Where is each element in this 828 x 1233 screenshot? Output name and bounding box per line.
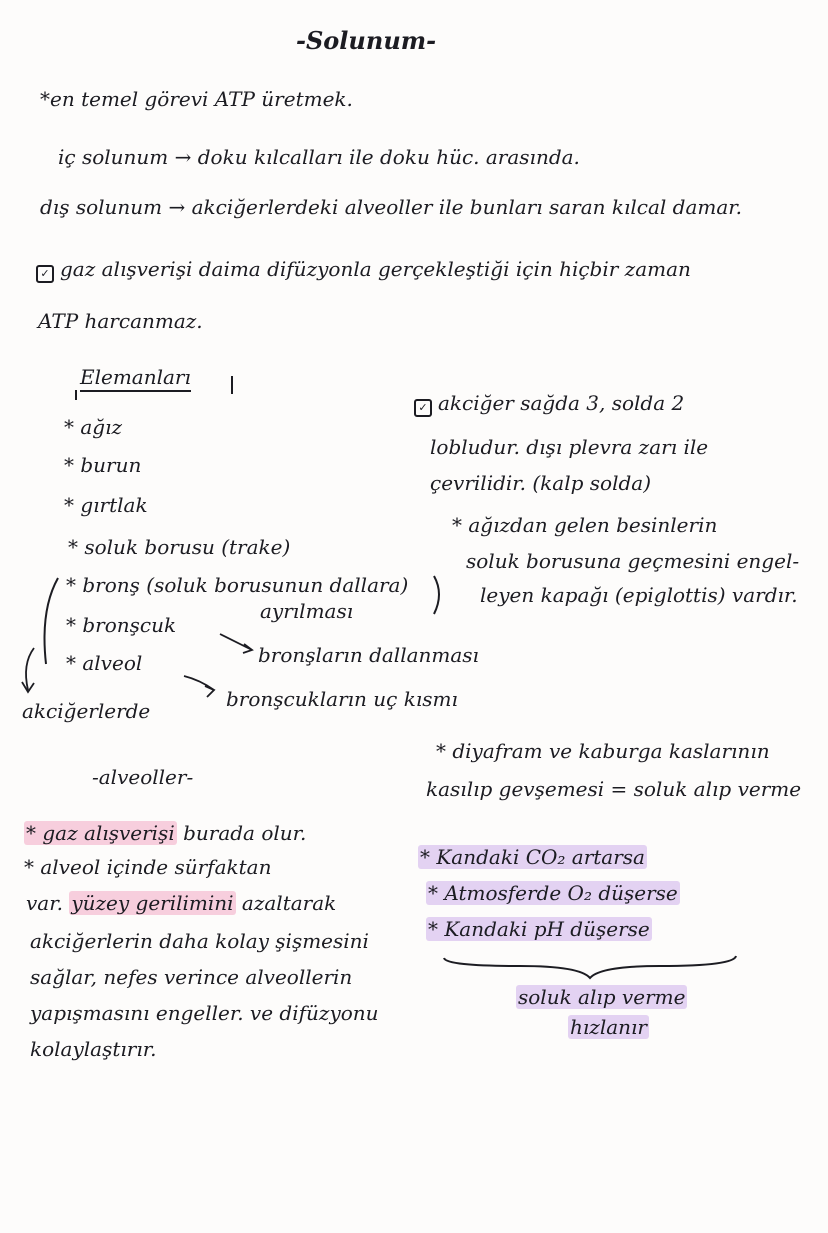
right-arrow-icon — [220, 634, 252, 650]
checkbox-icon: ✓ — [414, 399, 432, 417]
epiglottis-line-1: * ağızdan gelen besinlerin — [452, 513, 718, 537]
note-text-1: gaz alışverişi daima difüzyonla gerçekleştiği için hiçbir zaman — [60, 257, 691, 281]
bronchiole-note: bronşların dallanması — [258, 643, 479, 667]
lung-note-line-3: çevrilidir. (kalp solda) — [430, 471, 651, 495]
condition-o2-text: * Atmosferde O₂ düşerse — [428, 881, 678, 905]
element-item-alveolus: * alveol — [66, 651, 143, 675]
element-item-bronchus: * bronş (soluk borusunun dallara) — [66, 573, 409, 597]
alveoli-highlight-3: yüzey gerilimini — [71, 891, 234, 915]
right-paren — [434, 576, 439, 614]
alveoli-line-4: akciğerlerin daha kolay şişmesini — [30, 929, 369, 953]
lung-note-text-1: akciğer sağda 3, solda 2 — [438, 391, 685, 415]
checkbox-icon: ✓ — [36, 265, 54, 283]
breathing-line-1: * diyafram ve kaburga kaslarının — [436, 739, 770, 763]
alveoli-text-3b: azaltarak — [241, 891, 337, 915]
alveoli-line-7: kolaylaştırır. — [30, 1037, 157, 1061]
outer-respiration-desc: akciğerlerdeki alveoller ile bunları saran kılcal damar. — [191, 195, 743, 219]
outer-respiration-label: dış solunum → — [40, 195, 186, 219]
left-brace — [45, 578, 59, 664]
arrow-head-icon — [205, 686, 214, 697]
intro-line-2: iç solunum → doku kılcalları ile doku hüc. arasında. — [58, 145, 580, 169]
bronchus-continuation: ayrılması — [260, 599, 354, 623]
curly-brace — [444, 956, 736, 978]
epiglottis-line-2: soluk borusuna geçmesini engel- — [466, 549, 800, 573]
element-item-nose: * burun — [64, 453, 142, 477]
alveoli-text-3a: var. — [26, 891, 63, 915]
result-text-1: soluk alıp verme — [518, 985, 686, 1009]
result-text-2: hızlanır — [570, 1015, 647, 1039]
lungs-label: akciğerlerde — [22, 699, 151, 723]
alveoli-heading: -alveoller- — [92, 765, 194, 789]
epiglottis-line-3: leyen kapağı (epiglottis) vardır. — [480, 583, 798, 607]
alveoli-highlight-1: * gaz alışverişi — [26, 821, 175, 845]
condition-co2-text: * Kandaki CO₂ artarsa — [420, 845, 645, 869]
breathing-line-2: kasılıp gevşemesi = soluk alıp verme — [426, 777, 802, 801]
alveoli-text-1: burada olur. — [183, 821, 307, 845]
alveolus-note: bronşcukların uç kısmı — [226, 687, 458, 711]
condition-ph-text: * Kandaki pH düşerse — [428, 917, 650, 941]
element-item-bronchiole: * bronşcuk — [66, 613, 177, 637]
alveoli-line-2: * alveol içinde sürfaktan — [24, 855, 272, 879]
page-title: -Solunum- — [296, 26, 437, 55]
element-item-mouth: * ağız — [64, 415, 123, 439]
lung-note-line-2: lobludur. dışı plevra zarı ile — [430, 435, 709, 459]
elements-heading-text: Elemanları — [80, 365, 191, 392]
intro-line-1: *en temel görevi ATP üretmek. — [40, 87, 353, 111]
note-line-2: ATP harcanmaz. — [38, 309, 203, 333]
alveoli-line-6: yapışmasını engeller. ve difüzyonu — [30, 1001, 379, 1025]
alveoli-line-5: sağlar, nefes verince alveollerin — [30, 965, 353, 989]
element-item-trachea: * soluk borusu (trake) — [68, 535, 291, 559]
element-item-larynx: * gırtlak — [64, 493, 148, 517]
